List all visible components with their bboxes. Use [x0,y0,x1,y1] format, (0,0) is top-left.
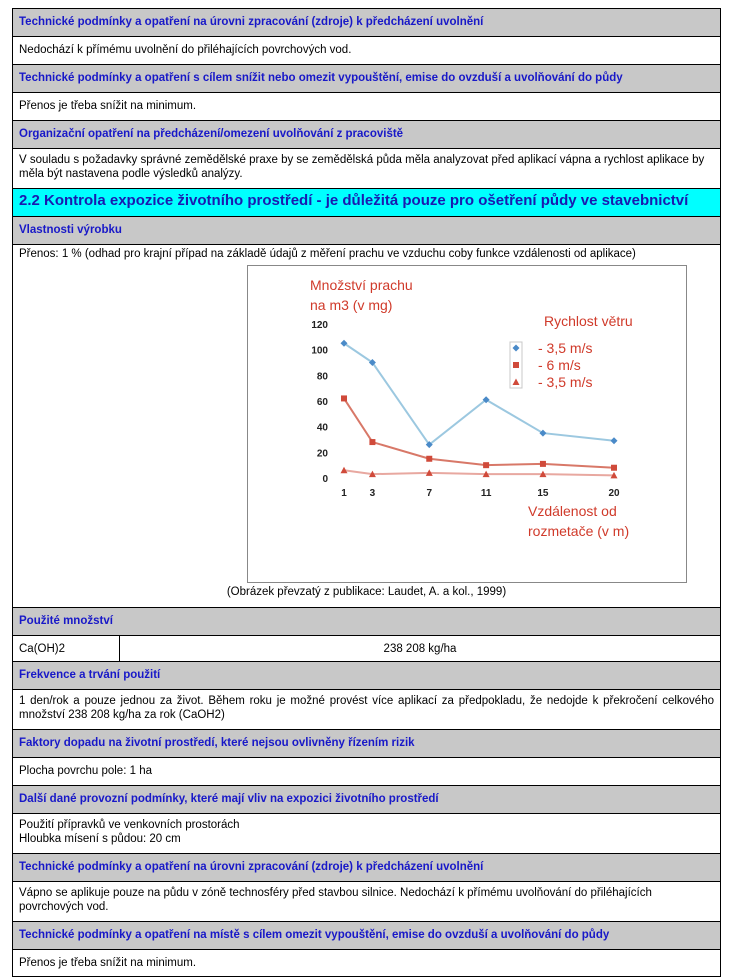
x-tick-label: 15 [537,488,549,499]
text-minimize-transfer-2: Přenos je třeba snížit na minimum. [12,949,721,977]
heading-organizational-measures: Organizační opatření na předcházení/omezení uvolňování z pracoviště [12,120,721,148]
y-tick-label: 40 [316,422,328,434]
data-point [341,395,347,401]
quantity-substance: Ca(OH)2 [13,636,120,661]
y-tick-label: 60 [316,397,328,408]
heading-source-measures-2: Technické podmínky a opatření na úrovni zpracování (zdroje) k předcházení uvolnění [12,853,721,881]
dust-chart [248,266,686,582]
heading-environment-factors: Faktory dopadu na životní prostředí, které nejsou ovlivněny řízením rizik [12,729,721,757]
y-tick-label: 0 [322,474,328,485]
x-axis-label-line: rozmetače (v m) [528,523,630,539]
quantity-value: 238 208 kg/ha [383,643,457,655]
series-line [344,470,614,475]
data-point [483,462,489,468]
legend-entry: - 3,5 m/s [538,340,593,356]
text-road-application: Vápno se aplikuje pouze na půdu v zóně technosféry před stavbou silnice. Nedochází k přímému uvolňování do přiléhajících povrchových vod. [12,881,721,921]
legend-entry: - 6 m/s [538,357,581,373]
heading-operational-conditions: Další dané provozní podmínky, které mají vliv na expozici životního prostředí [12,785,721,813]
section-title: 2.2 Kontrola expozice životního prostředí - je důležitá pouze pro ošetření půdy ve stavebnictví [12,188,721,216]
text-minimize-transfer: Přenos je třeba snížit na minimum. [12,92,721,120]
text-mixing-depth: Hloubka mísení s půdou: 20 cm [19,833,181,845]
chart-row [12,244,721,607]
heading-emission-measures: Technické podmínky a opatření s cílem snížit nebo omezit vypouštění, emise do ovzduší a uvolňování do půdy [12,64,721,92]
data-point [611,465,617,471]
data-point [369,439,375,445]
series-line [344,398,614,467]
heading-product-properties: Vlastnosti výrobku [12,216,721,244]
text-no-direct-release: Nedochází k přímému uvolnění do přiléhajících povrchových vod. [12,36,721,64]
legend-entry: - 3,5 m/s [538,374,593,390]
text-field-area: Plocha povrchu pole: 1 ha [12,757,721,785]
legend-title: Rychlost větru [544,313,633,329]
x-tick-label: 1 [341,488,347,499]
heading-onsite-measures: Technické podmínky a opatření na místě s cílem omezit vypouštění, emise do ovzduší a uvolňování do půdy [12,921,721,949]
figure-credit: (Obrázek převzatý z publikace: Laudet, A. a kol., 1999) [226,586,507,598]
text-frequency: 1 den/rok a pouze jednou za život. Během roku je možné provést více aplikací za předpokladu, že nedojde k překročení celkového množství 238 208 kg/ha za rok (CaOH2) [12,689,721,729]
y-tick-label: 80 [316,371,328,383]
heading-used-amount: Použité množství [12,607,721,635]
x-tick-label: 20 [608,488,620,499]
text-outdoor-use: Použití přípravků ve venkovních prostorách [19,819,240,831]
legend-marker [513,379,520,386]
document [12,8,721,977]
legend-marker [513,362,519,368]
data-point [426,456,432,462]
x-tick-label: 7 [426,488,433,499]
y-tick-label: 100 [311,345,328,357]
transfer-text: Přenos: 1 % (odhad pro krajní případ na základě údajů z měření prachu ve vzduchu coby funkce vzdálenosti od aplikace) [19,248,636,260]
x-axis-label-line: Vzdálenost od [528,503,617,519]
y-tick-label: 20 [316,448,328,460]
x-tick-label: 11 [480,488,492,499]
y-tick-label: 120 [311,320,328,331]
data-point [611,437,618,444]
text-agricultural-practice: V souladu s požadavky správné zemědělské praxe by se zemědělská půda měla analyzovat před aplikací vápna a rychlost aplikace by měla být nastavena podle výsledků analýzy. [12,148,721,188]
heading-frequency: Frekvence a trvání použití [12,661,721,689]
y-axis-label-line: Množství prachu [310,277,413,293]
heading-source-measures: Technické podmínky a opatření na úrovni zpracování (zdroje) k předcházení uvolnění [12,8,721,36]
data-point [540,461,546,467]
y-axis-label-line: na m3 (v mg) [310,297,393,313]
quantity-row [12,635,721,661]
dust-chart-figure [247,265,687,583]
text-operational-conditions [12,813,721,853]
legend-marker [513,345,520,352]
x-tick-label: 3 [369,488,376,499]
